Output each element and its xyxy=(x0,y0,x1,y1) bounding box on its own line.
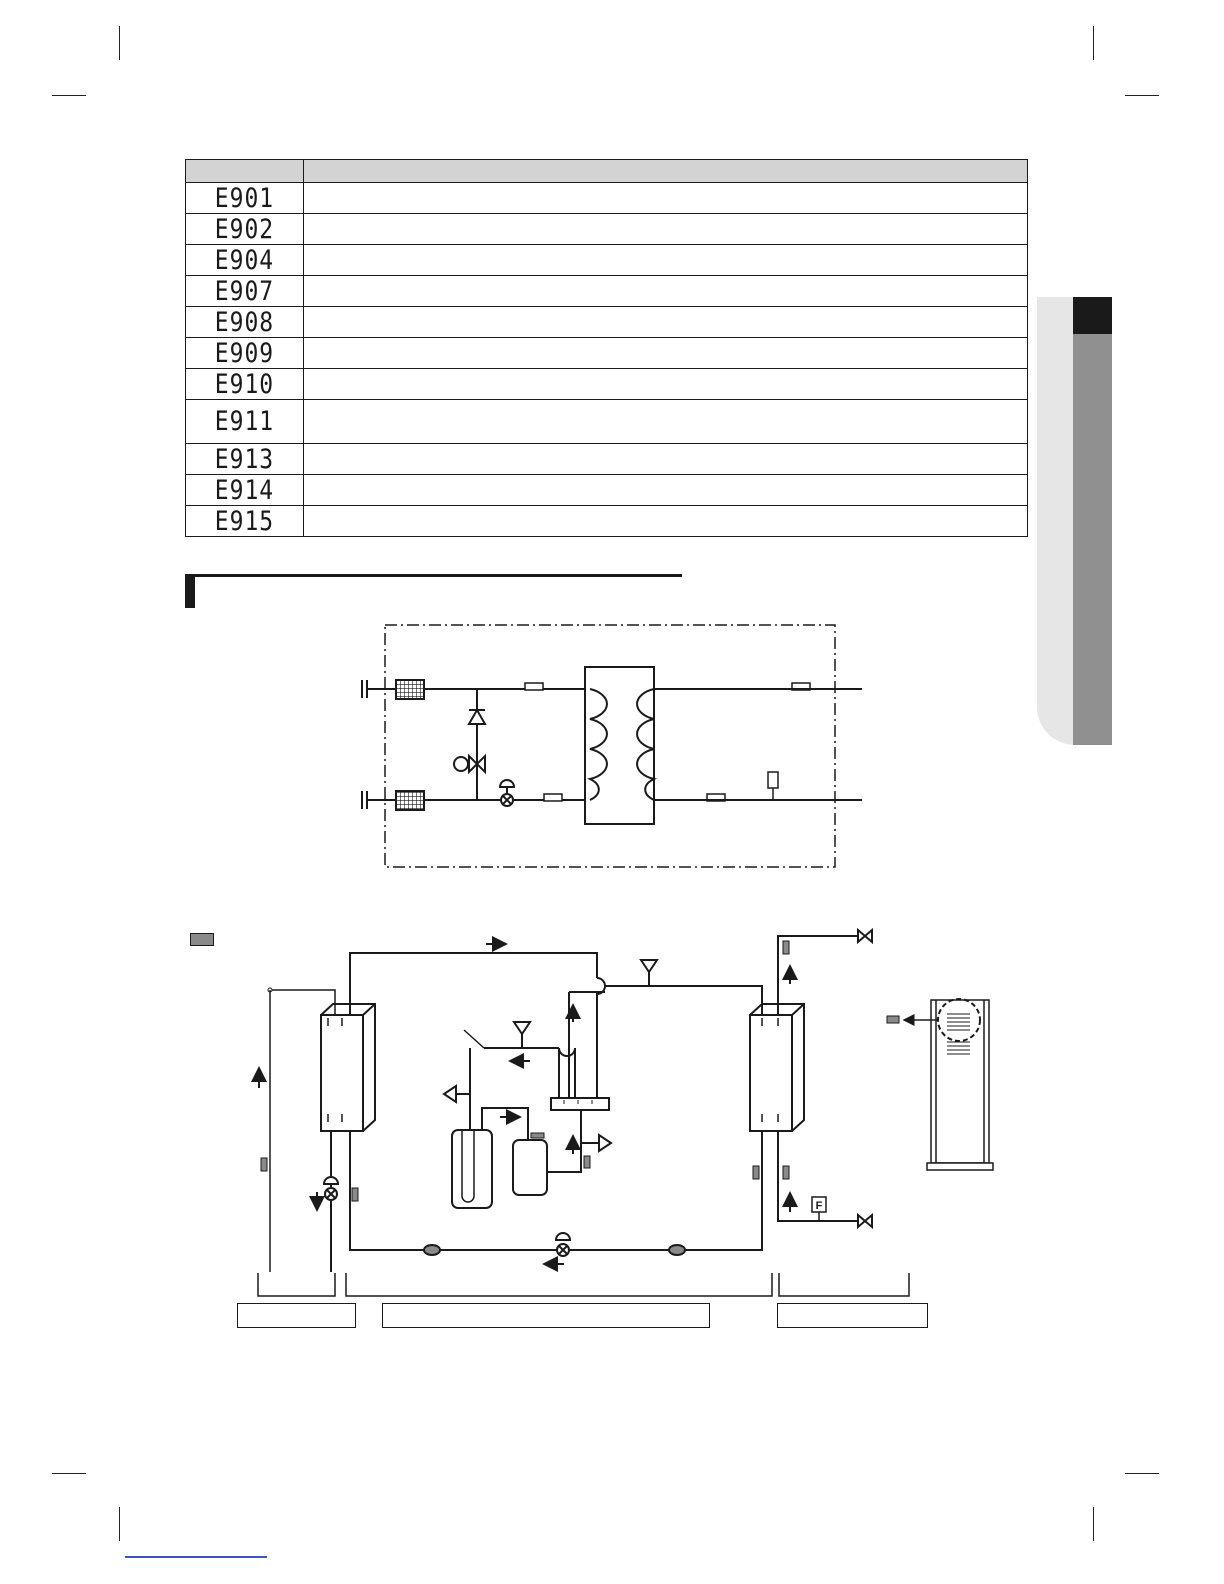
strainer-upper xyxy=(396,680,424,699)
pipe-connector-upper xyxy=(362,680,367,698)
liquid-sensor xyxy=(753,1166,759,1179)
water-outlet-sensor xyxy=(783,941,789,954)
temperature-sensor xyxy=(544,794,562,801)
gate-valve-icon xyxy=(858,1215,872,1227)
error-code-cell: E914 xyxy=(186,472,304,508)
outdoor-unit-illustration xyxy=(887,999,993,1170)
system-cycle-diagram xyxy=(258,930,909,1296)
error-code-cell: E915 xyxy=(186,503,304,539)
error-code-cell: E909 xyxy=(186,335,304,371)
water-temp-sensor xyxy=(261,1158,267,1171)
four-way-valve xyxy=(551,1098,609,1110)
error-code-cell: E911 xyxy=(186,396,304,447)
right-heat-exchanger xyxy=(750,1015,792,1131)
flow-sensor-label: F xyxy=(815,1200,823,1212)
error-code-cell: E901 xyxy=(186,180,304,216)
strainer-lower xyxy=(396,791,424,810)
service-port-icon xyxy=(599,1135,611,1151)
discharge-sensor xyxy=(584,1156,590,1168)
filter-icon xyxy=(424,1245,440,1255)
service-port-icon xyxy=(641,960,657,972)
service-port-icon xyxy=(514,1022,530,1034)
error-code-cell: E913 xyxy=(186,441,304,477)
error-code-cell: E904 xyxy=(186,242,304,278)
water-inlet-sensor xyxy=(783,1166,789,1179)
compressor-sensor xyxy=(531,1133,544,1138)
check-valve-icon xyxy=(469,710,485,724)
compressor xyxy=(513,1140,547,1195)
error-code-cell: E907 xyxy=(186,273,304,309)
gate-valve-icon xyxy=(858,930,872,942)
solenoid-coil-icon xyxy=(454,757,468,771)
error-code-cell: E910 xyxy=(186,366,304,402)
error-code-cell: E902 xyxy=(186,211,304,247)
liquid-sensor xyxy=(352,1188,358,1201)
hydro-unit-diagram xyxy=(362,625,862,867)
filter-icon xyxy=(669,1245,685,1255)
service-port-icon xyxy=(444,1086,456,1102)
error-code-cell: E908 xyxy=(186,304,304,340)
left-heat-exchanger xyxy=(321,1015,363,1131)
accumulator xyxy=(452,1130,492,1208)
pipe-connector-lower xyxy=(362,791,367,809)
board-sensor xyxy=(887,1016,899,1023)
flow-switch xyxy=(768,772,778,788)
temperature-sensor xyxy=(525,683,543,690)
